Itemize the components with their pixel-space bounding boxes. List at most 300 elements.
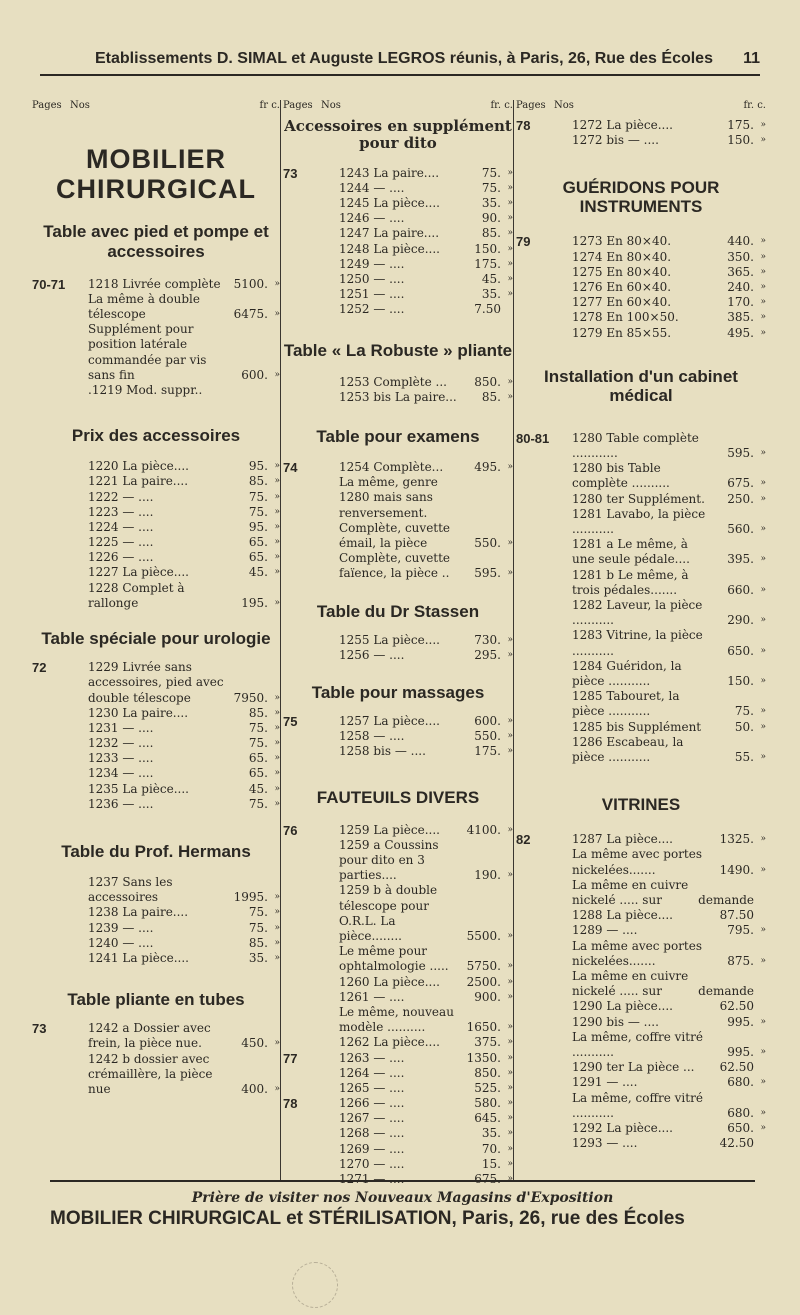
price-cents-mark: » bbox=[274, 798, 280, 809]
item-description: 1260 La pièce.... bbox=[339, 974, 440, 989]
item-description: 1273 En 80×40. bbox=[572, 234, 672, 249]
price-row bbox=[283, 744, 513, 759]
price-row bbox=[516, 720, 766, 735]
item-price: 45. bbox=[481, 271, 501, 286]
price-cents-mark: » bbox=[507, 1022, 513, 1033]
price-cents-mark: » bbox=[274, 1038, 280, 1049]
item-description: 1235 La pièce.... bbox=[88, 781, 189, 796]
price-row bbox=[32, 292, 280, 322]
price-cents-mark: » bbox=[760, 721, 766, 732]
item-description: 1222 — .... bbox=[88, 489, 154, 504]
price-row bbox=[516, 461, 766, 491]
item-description: 1227 La pièce.... bbox=[88, 565, 189, 580]
price-cents-mark: » bbox=[507, 1052, 513, 1063]
item-price: 55. bbox=[734, 750, 754, 765]
price-row bbox=[283, 1096, 513, 1111]
price-row bbox=[283, 838, 513, 884]
item-price: 50. bbox=[734, 719, 754, 734]
item-group bbox=[283, 375, 513, 405]
item-description: 1290 bis — .... bbox=[572, 1014, 659, 1029]
price-cents-mark: » bbox=[274, 692, 280, 703]
item-price: 290. bbox=[727, 613, 754, 628]
item-price: 395. bbox=[727, 552, 754, 567]
price-row bbox=[32, 736, 280, 751]
item-description: 1258 bis — .... bbox=[339, 744, 426, 759]
section-heading: Table pour examens bbox=[316, 426, 480, 446]
item-price: 7.50 bbox=[474, 302, 501, 317]
price-cents-mark: » bbox=[274, 738, 280, 749]
section-heading: Table du Dr Stassen bbox=[316, 601, 480, 621]
item-description: 1243 La paire.... bbox=[339, 165, 440, 180]
price-row bbox=[32, 706, 280, 721]
item-description: 1250 — .... bbox=[339, 271, 405, 286]
item-description: 1233 — .... bbox=[88, 751, 154, 766]
column-header bbox=[283, 100, 513, 118]
price-cents-mark: » bbox=[760, 955, 766, 966]
price-row bbox=[516, 507, 766, 537]
catalog-page-ref: 78 bbox=[283, 1096, 298, 1112]
price-cents-mark: » bbox=[507, 391, 513, 402]
item-price: 75. bbox=[248, 504, 268, 519]
price-cents-mark: » bbox=[274, 722, 280, 733]
item-description: 1287 La pièce.... bbox=[572, 832, 673, 847]
item-price: 45. bbox=[248, 781, 268, 796]
item-description: .1219 Mod. suppr.. bbox=[88, 382, 203, 397]
item-price: 375. bbox=[474, 1035, 501, 1050]
item-description: 1264 — .... bbox=[339, 1065, 405, 1080]
item-price: 65. bbox=[248, 751, 268, 766]
item-price: 850. bbox=[474, 1065, 501, 1080]
item-price: 62.50 bbox=[719, 999, 754, 1014]
item-description: 1247 La paire.... bbox=[339, 226, 440, 241]
price-cents-mark: » bbox=[507, 991, 513, 1002]
item-description: 1228 Complet à rallonge bbox=[88, 580, 185, 610]
price-row bbox=[283, 633, 513, 648]
item-price: 95. bbox=[248, 459, 268, 474]
price-row bbox=[283, 1005, 513, 1035]
price-cents-mark: » bbox=[760, 251, 766, 262]
price-row bbox=[516, 969, 766, 999]
price-cents-mark: » bbox=[507, 376, 513, 387]
item-description: 1256 — .... bbox=[339, 647, 405, 662]
item-description: 1286 Escabeau, la pièce ........... bbox=[572, 734, 684, 765]
item-description: La même avec portes nickelées....... bbox=[572, 847, 703, 877]
price-row bbox=[516, 133, 766, 148]
price-row bbox=[516, 1030, 766, 1060]
item-price: 75. bbox=[248, 489, 268, 504]
price-row bbox=[32, 875, 280, 905]
price-row bbox=[283, 1157, 513, 1172]
price-cents-mark: » bbox=[760, 864, 766, 875]
price-row bbox=[283, 883, 513, 944]
item-description: 1289 — .... bbox=[572, 923, 638, 938]
item-price: 35. bbox=[481, 195, 501, 210]
item-price: 150. bbox=[727, 674, 754, 689]
price-row bbox=[283, 375, 513, 390]
price-row bbox=[516, 1075, 766, 1090]
price-row bbox=[32, 797, 280, 812]
price-row bbox=[283, 272, 513, 287]
price-cents-mark: » bbox=[274, 278, 280, 289]
section-heading: VITRINES bbox=[601, 795, 681, 815]
price-row bbox=[283, 242, 513, 257]
item-description: La même à double télescope bbox=[88, 291, 200, 321]
price-row bbox=[32, 951, 280, 966]
item-price: 2500. bbox=[466, 974, 501, 989]
column-1 bbox=[32, 100, 280, 1097]
catalog-page-ref: 82 bbox=[516, 832, 531, 848]
item-description: 1281 Lavabo, la pièce ........... bbox=[572, 506, 706, 537]
item-price: 15. bbox=[481, 1156, 501, 1171]
price-row bbox=[32, 459, 280, 474]
price-row bbox=[516, 265, 766, 280]
item-group bbox=[283, 1051, 513, 1097]
price-row bbox=[32, 751, 280, 766]
catalog-page-ref: 80-81 bbox=[516, 430, 550, 446]
item-price: 75. bbox=[248, 736, 268, 751]
item-description: 1265 — .... bbox=[339, 1080, 405, 1095]
price-row bbox=[516, 118, 766, 133]
section-title: MOBILIER CHIRURGICAL bbox=[56, 144, 256, 205]
item-description: 1267 — .... bbox=[339, 1111, 405, 1126]
price-row bbox=[516, 1136, 766, 1151]
item-description: 1271 — .... bbox=[339, 1172, 405, 1187]
item-price: 175. bbox=[727, 118, 754, 132]
item-price: 75. bbox=[481, 180, 501, 195]
price-cents-mark: » bbox=[274, 922, 280, 933]
price-cents-mark: » bbox=[507, 1067, 513, 1078]
catalog-page-ref: 76 bbox=[283, 822, 298, 838]
item-price: 75. bbox=[248, 920, 268, 935]
item-group bbox=[32, 277, 280, 399]
price-cents-mark: » bbox=[274, 491, 280, 502]
item-price: 190. bbox=[474, 868, 501, 883]
price-cents-mark: » bbox=[760, 1107, 766, 1118]
item-price: 1325. bbox=[719, 832, 754, 847]
price-cents-mark: » bbox=[507, 461, 513, 472]
price-row bbox=[32, 383, 280, 398]
price-cents-mark: » bbox=[760, 297, 766, 308]
price-row bbox=[283, 714, 513, 729]
item-description: 1272 bis — .... bbox=[572, 133, 659, 148]
item-description: 1249 — .... bbox=[339, 256, 405, 271]
item-price: 85. bbox=[481, 389, 501, 404]
item-description: 1255 La pièce.... bbox=[339, 632, 440, 647]
item-description: 1274 En 80×40. bbox=[572, 249, 672, 264]
item-price: 195. bbox=[241, 595, 268, 610]
item-description: 1263 — .... bbox=[339, 1050, 405, 1065]
price-row bbox=[283, 211, 513, 226]
price-cents-mark: » bbox=[507, 197, 513, 208]
price-row bbox=[516, 326, 766, 341]
item-price: 5750. bbox=[466, 959, 501, 974]
item-description: La même en cuivre nickelé ..... sur bbox=[572, 877, 689, 908]
item-description: 1258 — .... bbox=[339, 729, 405, 744]
item-description: 1280 ter Supplément. bbox=[572, 491, 705, 506]
price-row bbox=[283, 390, 513, 405]
fr-label: fr. c. bbox=[490, 100, 513, 111]
price-row bbox=[283, 181, 513, 196]
price-row bbox=[283, 1035, 513, 1050]
item-description: 1268 — .... bbox=[339, 1126, 405, 1141]
item-description: 1224 — .... bbox=[88, 519, 154, 534]
price-row bbox=[516, 908, 766, 923]
price-cents-mark: » bbox=[760, 478, 766, 489]
nos-label: Nos bbox=[70, 100, 90, 111]
item-description: 1242 a Dossier avec frein, la pièce nue. bbox=[88, 1021, 211, 1051]
price-row bbox=[516, 492, 766, 507]
item-price: 240. bbox=[727, 280, 754, 294]
item-description: 1248 La pièce.... bbox=[339, 241, 440, 256]
price-cents-mark: » bbox=[760, 676, 766, 687]
price-cents-mark: » bbox=[507, 1037, 513, 1048]
price-cents-mark: » bbox=[760, 524, 766, 535]
column-header bbox=[32, 100, 280, 118]
price-cents-mark: » bbox=[760, 1077, 766, 1088]
item-description: La même, coffre vitré ........... bbox=[572, 1090, 703, 1120]
price-row bbox=[516, 628, 766, 658]
section-heading: Table pliante en tubes bbox=[67, 990, 245, 1010]
price-cents-mark: » bbox=[760, 120, 766, 130]
price-row bbox=[283, 1081, 513, 1096]
price-row bbox=[283, 648, 513, 663]
catalog-page-ref: 78 bbox=[516, 118, 531, 133]
item-price: 495. bbox=[727, 325, 754, 340]
price-cents-mark: » bbox=[274, 506, 280, 517]
price-cents-mark: » bbox=[760, 448, 766, 459]
price-row bbox=[516, 295, 766, 310]
price-cents-mark: » bbox=[274, 552, 280, 563]
item-price: 75. bbox=[248, 720, 268, 735]
price-row bbox=[516, 735, 766, 765]
item-price: 525. bbox=[474, 1080, 501, 1095]
item-group bbox=[283, 823, 513, 1051]
item-price: 95. bbox=[248, 519, 268, 534]
section-heading: Installation d'un cabinet médical bbox=[544, 366, 738, 405]
item-description: 1218 Livrée complète bbox=[88, 276, 221, 291]
item-description: 1246 — .... bbox=[339, 211, 405, 226]
item-price: 650. bbox=[727, 643, 754, 658]
price-row bbox=[283, 302, 513, 317]
pages-label: Pages bbox=[32, 100, 62, 111]
section-heading: FAUTEUILS DIVERS bbox=[316, 787, 480, 807]
item-description: 1220 La pièce.... bbox=[88, 459, 189, 474]
item-description: 1252 — .... bbox=[339, 302, 405, 317]
item-price: demande bbox=[698, 984, 754, 999]
item-description: 1285 Tabouret, la pièce ........... bbox=[572, 689, 680, 719]
header-title: Etablissements D. SIMAL et Auguste LEGROS réunis, à Paris, 26, Rue des Écoles bbox=[95, 50, 713, 67]
price-row bbox=[32, 721, 280, 736]
price-row bbox=[516, 659, 766, 689]
item-description: 1241 La pièce.... bbox=[88, 951, 189, 966]
price-row bbox=[32, 277, 280, 292]
item-price: 675. bbox=[727, 476, 754, 491]
item-description: 1254 Complète... bbox=[339, 459, 444, 474]
price-cents-mark: » bbox=[507, 976, 513, 987]
item-description: La même en cuivre nickelé ..... sur bbox=[572, 969, 689, 999]
column-divider bbox=[280, 100, 281, 1182]
item-price: 75. bbox=[734, 704, 754, 719]
catalog-page-ref: 75 bbox=[283, 713, 298, 729]
price-cents-mark: » bbox=[760, 645, 766, 656]
item-price: 595. bbox=[474, 566, 501, 581]
item-price: 550. bbox=[474, 729, 501, 744]
price-cents-mark: » bbox=[507, 961, 513, 972]
library-stamp-icon bbox=[292, 1262, 338, 1308]
item-description: 1226 — .... bbox=[88, 550, 154, 565]
price-row bbox=[283, 975, 513, 990]
price-cents-mark: » bbox=[760, 493, 766, 504]
item-price: 62.50 bbox=[719, 1060, 754, 1075]
price-row bbox=[32, 474, 280, 489]
price-cents-mark: » bbox=[274, 597, 280, 608]
item-description: 1259 b à double télescope pour O.R.L. La pièce........ bbox=[339, 883, 438, 943]
item-description: 1259 a Coussins pour dito en 3 parties.... bbox=[339, 837, 439, 883]
page-number: 11 bbox=[743, 50, 760, 67]
catalog-page-ref: 77 bbox=[283, 1050, 298, 1066]
item-price: 295. bbox=[474, 647, 501, 662]
price-row bbox=[32, 581, 280, 611]
price-cents-mark: » bbox=[507, 258, 513, 269]
item-description: 1282 Laveur, la pièce ........... bbox=[572, 598, 703, 628]
item-price: 35. bbox=[481, 1126, 501, 1141]
item-price: 660. bbox=[727, 582, 754, 597]
item-price: 6475. bbox=[233, 306, 268, 321]
price-row bbox=[283, 257, 513, 272]
item-price: 600. bbox=[474, 713, 501, 728]
price-cents-mark: » bbox=[507, 167, 513, 178]
item-description: 1242 b dossier avec crémaillère, la pièce nue bbox=[88, 1051, 213, 1097]
item-description: 1280 Table complète ............ bbox=[572, 430, 699, 461]
price-row bbox=[32, 505, 280, 520]
item-description: 1232 — .... bbox=[88, 736, 154, 751]
item-description: 1270 — .... bbox=[339, 1156, 405, 1171]
item-description: 1269 — .... bbox=[339, 1141, 405, 1156]
price-row bbox=[32, 490, 280, 505]
section-heading: Table spéciale pour urologie bbox=[41, 629, 271, 649]
item-description: 1244 — .... bbox=[339, 180, 405, 195]
pages-label: Pages bbox=[283, 100, 313, 111]
item-description: 1262 La pièce.... bbox=[339, 1035, 440, 1050]
price-row bbox=[516, 280, 766, 295]
price-cents-mark: » bbox=[760, 327, 766, 338]
price-cents-mark: » bbox=[507, 930, 513, 941]
item-description: 1221 La paire.... bbox=[88, 474, 189, 489]
price-cents-mark: » bbox=[507, 634, 513, 645]
price-row bbox=[516, 1060, 766, 1075]
item-price: 87.50 bbox=[719, 908, 754, 923]
price-cents-mark: » bbox=[760, 282, 766, 292]
price-cents-mark: » bbox=[274, 537, 280, 548]
price-cents-mark: » bbox=[274, 308, 280, 319]
price-cents-mark: » bbox=[274, 461, 280, 472]
price-cents-mark: » bbox=[760, 1047, 766, 1058]
price-cents-mark: » bbox=[507, 649, 513, 660]
item-description: 1291 — .... bbox=[572, 1075, 638, 1090]
item-price: 75. bbox=[248, 905, 268, 920]
item-price: 1490. bbox=[719, 862, 754, 877]
price-cents-mark: » bbox=[274, 753, 280, 764]
item-price: 175. bbox=[474, 744, 501, 759]
item-description: 1285 bis Supplément bbox=[572, 719, 702, 734]
item-description: 1280 bis Table complète .......... bbox=[572, 461, 670, 491]
item-price: 495. bbox=[474, 459, 501, 474]
item-price: 5100. bbox=[233, 276, 268, 291]
page-header bbox=[40, 48, 760, 76]
item-price: 70. bbox=[481, 1141, 501, 1156]
price-cents-mark: » bbox=[274, 369, 280, 380]
price-row bbox=[283, 166, 513, 181]
item-description: Complète, cuvette faïence, la pièce .. bbox=[339, 551, 451, 581]
item-price: 440. bbox=[727, 234, 754, 249]
item-description: 1292 La pièce.... bbox=[572, 1121, 673, 1136]
item-description: 1276 En 60×40. bbox=[572, 280, 672, 294]
item-description: 1290 ter La pièce ... bbox=[572, 1060, 695, 1075]
price-row bbox=[283, 460, 513, 475]
price-row bbox=[283, 1051, 513, 1066]
price-cents-mark: » bbox=[760, 266, 766, 277]
item-description: 1277 En 60×40. bbox=[572, 295, 672, 310]
item-description: 1281 a Le même, à une seule pédale.... bbox=[572, 537, 690, 567]
price-row bbox=[32, 660, 280, 706]
item-price: 595. bbox=[727, 446, 754, 461]
item-price: 75. bbox=[481, 165, 501, 180]
price-row bbox=[32, 322, 280, 383]
item-price: 995. bbox=[727, 1045, 754, 1060]
footer-invitation: Prière de visiter nos Nouveaux Magasins d'Exposition bbox=[191, 1190, 614, 1206]
price-cents-mark: » bbox=[507, 824, 513, 835]
fr-label: fr. c. bbox=[743, 100, 766, 111]
price-cents-mark: » bbox=[507, 1082, 513, 1093]
item-description: Le même pour ophtalmologie ..... bbox=[339, 944, 449, 974]
item-description: Supplément pour position latérale commandée par vis sans fin bbox=[88, 322, 207, 382]
item-description: 1225 — .... bbox=[88, 535, 154, 550]
catalog-page-ref: 79 bbox=[516, 234, 531, 250]
price-row bbox=[516, 939, 766, 969]
item-price: 675. bbox=[474, 1172, 501, 1187]
price-row bbox=[516, 878, 766, 908]
item-price: 680. bbox=[727, 1105, 754, 1120]
price-cents-mark: » bbox=[507, 1174, 513, 1185]
price-row bbox=[32, 766, 280, 781]
item-price: 65. bbox=[248, 766, 268, 781]
price-row bbox=[516, 847, 766, 877]
item-price: 35. bbox=[481, 287, 501, 302]
item-group bbox=[283, 460, 513, 582]
item-price: 995. bbox=[727, 1014, 754, 1029]
item-price: 85. bbox=[248, 935, 268, 950]
item-group bbox=[32, 660, 280, 812]
section-heading: GUÉRIDONS POUR INSTRUMENTS bbox=[562, 178, 720, 217]
item-description: Le même, nouveau modèle .......... bbox=[339, 1004, 454, 1035]
item-description: 1290 La pièce.... bbox=[572, 999, 673, 1014]
item-price: 5500. bbox=[466, 928, 501, 943]
item-price: 45. bbox=[248, 565, 268, 580]
price-cents-mark: » bbox=[507, 731, 513, 742]
item-price: 1350. bbox=[466, 1050, 501, 1065]
item-group bbox=[516, 118, 766, 148]
section-heading: Accessoires en supplément pour dito bbox=[284, 117, 512, 152]
item-description: 1245 La pièce.... bbox=[339, 195, 440, 210]
catalog-page-ref: 72 bbox=[32, 660, 47, 676]
item-price: 170. bbox=[727, 295, 754, 310]
price-cents-mark: » bbox=[760, 1016, 766, 1027]
fr-label: fr c. bbox=[259, 100, 280, 111]
item-group bbox=[283, 714, 513, 760]
item-description: 1234 — .... bbox=[88, 766, 154, 781]
item-group bbox=[32, 459, 280, 611]
section-heading: Table avec pied et pompe et accessoires bbox=[43, 222, 269, 261]
